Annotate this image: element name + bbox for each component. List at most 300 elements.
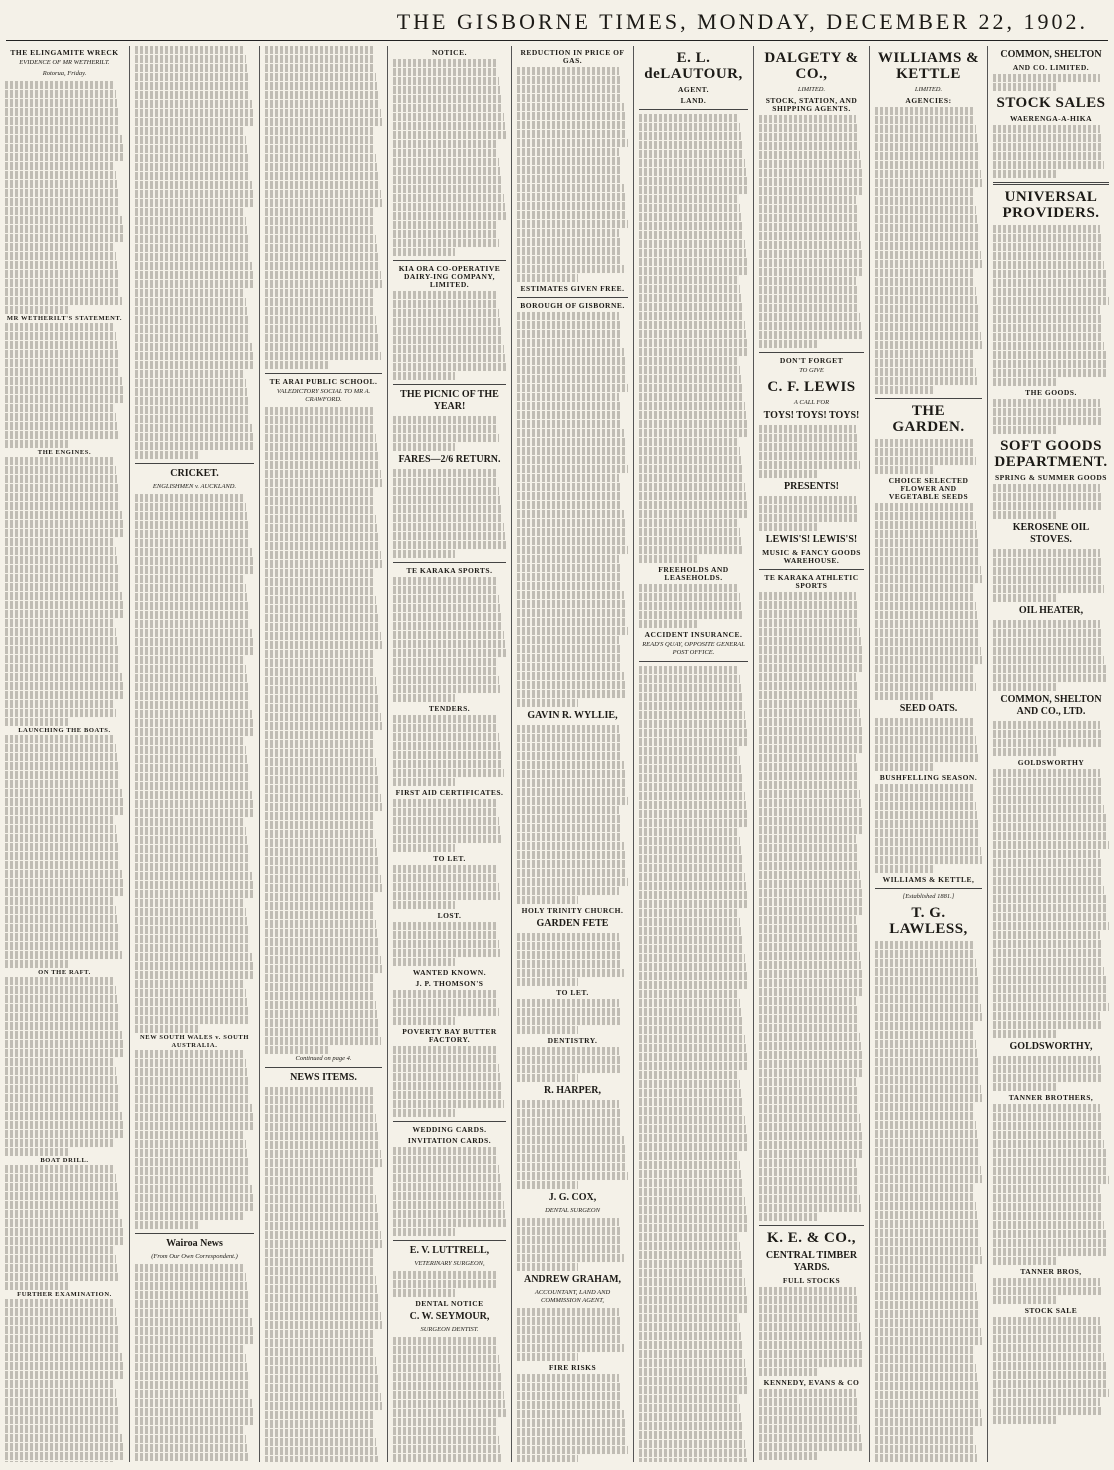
text-line — [5, 789, 122, 797]
text-line — [517, 1335, 622, 1343]
text-line — [5, 1398, 117, 1406]
text-line — [135, 1086, 249, 1094]
text-line — [639, 492, 746, 500]
text-line — [135, 244, 249, 252]
text-line — [517, 139, 628, 147]
text-line — [993, 949, 1102, 957]
text-line — [993, 796, 1103, 804]
text-line — [265, 1222, 380, 1230]
text-line — [517, 564, 620, 572]
text-line — [265, 82, 377, 90]
text-line — [5, 547, 116, 555]
text-line — [393, 1100, 504, 1108]
text-line — [265, 136, 374, 144]
text-line — [5, 933, 119, 941]
column-9 — [988, 46, 1114, 1462]
text-line — [265, 659, 374, 667]
text-line — [639, 1233, 739, 1241]
text-line — [993, 1407, 1101, 1415]
text-line — [517, 1263, 578, 1271]
text-line — [759, 997, 856, 1005]
text-line — [517, 1428, 626, 1436]
text-line — [993, 859, 1101, 867]
text-line — [265, 776, 378, 784]
text-block — [517, 312, 628, 707]
text-line — [759, 304, 859, 312]
text-line — [517, 1245, 622, 1253]
text-line — [393, 86, 500, 94]
text-line — [5, 1004, 118, 1012]
text-line — [265, 244, 377, 252]
text-line — [393, 176, 501, 184]
text-line — [517, 1065, 621, 1073]
text-line — [135, 494, 244, 502]
text-line — [875, 986, 979, 994]
text-line — [875, 865, 934, 873]
text-line — [5, 1022, 120, 1030]
ad-heading: TO LET. — [556, 988, 589, 997]
text-line — [393, 149, 498, 157]
text-line — [875, 593, 975, 601]
text-line — [265, 298, 374, 306]
article-subheading: VALEDICTORY SOCIAL TO MR A. CRAWFORD. — [276, 388, 371, 403]
text-line — [393, 1073, 500, 1081]
text-line — [639, 249, 746, 257]
text-line — [517, 1410, 624, 1418]
text-line — [875, 1139, 978, 1147]
text-line — [875, 647, 981, 655]
text-line — [517, 860, 626, 868]
text-line — [875, 665, 973, 673]
text-line — [393, 865, 497, 873]
text-line — [759, 880, 861, 888]
text-line — [993, 985, 1107, 993]
text-line — [759, 434, 857, 442]
text-line — [135, 442, 254, 450]
ad-subheading: FULL STOCKS — [782, 1276, 841, 1285]
ad-subheading: LIMITED. — [914, 86, 943, 93]
text-line — [517, 112, 625, 120]
text-line — [639, 1350, 744, 1358]
divider — [759, 1225, 864, 1226]
text-line — [875, 718, 973, 726]
text-line — [393, 309, 499, 317]
text-line — [517, 1127, 622, 1135]
text-line — [135, 1291, 248, 1299]
text-line — [5, 431, 118, 439]
text-line — [5, 1148, 70, 1156]
text-line — [393, 212, 506, 220]
text-line — [639, 1071, 739, 1079]
ad-subheading: ACCOUNTANT, LAND AND COMMISSION AGENT, — [534, 1289, 611, 1304]
text-line — [5, 1058, 114, 1066]
ad-subheading: CENTRAL TIMBER YARDS. — [765, 1250, 858, 1273]
text-line — [639, 584, 739, 592]
ad-heading: FARES—2/6 RETURN. — [398, 454, 501, 465]
text-line — [265, 1249, 373, 1257]
text-line — [993, 1012, 1100, 1020]
text-block — [517, 1047, 628, 1082]
text-line — [5, 153, 124, 161]
text-line — [135, 1399, 252, 1407]
text-line — [517, 429, 624, 437]
divider — [759, 569, 864, 570]
ad-heading: THE GOODS. — [1025, 388, 1077, 397]
text-line — [135, 91, 250, 99]
text-line — [135, 647, 254, 655]
text-line — [265, 1330, 373, 1338]
text-line — [759, 889, 862, 897]
text-line — [993, 161, 1104, 169]
text-line — [265, 623, 380, 631]
text-line — [265, 46, 373, 54]
text-line — [759, 619, 859, 627]
text-line — [5, 1308, 116, 1316]
text-line — [135, 638, 253, 646]
masthead-title: THE GISBORNE TIMES, MONDAY, DECEMBER 22, 1902. — [396, 9, 1088, 34]
text-line — [517, 869, 627, 877]
text-line — [393, 158, 499, 166]
text-line — [639, 864, 744, 872]
text-line — [517, 420, 622, 428]
text-line — [759, 277, 856, 285]
text-line — [639, 720, 746, 728]
text-line — [517, 384, 628, 392]
ad-heading: KIA ORA CO-OPERATIVE DAIRY-ING COMPANY, LIMITED. — [398, 264, 501, 289]
column-8 — [870, 46, 988, 1462]
text-line — [639, 611, 743, 619]
text-line — [517, 85, 621, 93]
text-line — [5, 565, 118, 573]
text-line — [639, 1449, 746, 1457]
text-line — [135, 109, 253, 117]
text-line — [135, 944, 250, 952]
text-line — [135, 451, 200, 459]
text-line — [265, 1010, 377, 1018]
text-block — [5, 1299, 124, 1462]
text-line — [393, 1082, 501, 1090]
text-line — [5, 225, 123, 233]
text-line — [759, 682, 857, 690]
text-line — [5, 1183, 117, 1191]
text-line — [517, 725, 619, 733]
ad-heading: E. V. LUTTRELL, — [409, 1245, 490, 1256]
article-heading: NEWS ITEMS. — [290, 1072, 357, 1083]
text-line — [517, 1109, 620, 1117]
text-line — [5, 1031, 122, 1039]
text-line — [265, 407, 373, 415]
text-line — [265, 100, 380, 108]
text-line — [135, 46, 244, 54]
text-line — [5, 646, 118, 654]
text-line — [759, 718, 861, 726]
text-line — [993, 549, 1100, 557]
text-line — [517, 1047, 619, 1055]
text-line — [265, 127, 373, 135]
text-line — [393, 1219, 506, 1227]
text-line — [517, 788, 627, 796]
text-line — [875, 838, 980, 846]
text-line — [135, 289, 244, 297]
text-line — [5, 466, 116, 474]
text-line — [393, 1418, 497, 1426]
text-line — [759, 331, 862, 339]
text-line — [993, 940, 1101, 948]
text-line — [5, 1130, 124, 1138]
text-line — [993, 976, 1106, 984]
text-line — [517, 1154, 626, 1162]
text-line — [5, 798, 123, 806]
text-line — [265, 704, 380, 712]
text-line — [993, 567, 1102, 575]
text-line — [393, 760, 503, 768]
text-line — [393, 167, 500, 175]
text-line — [265, 578, 374, 586]
divider — [759, 352, 864, 353]
text-line — [5, 323, 114, 331]
section-heading: ON THE RAFT. — [38, 969, 91, 976]
divider — [135, 1233, 254, 1234]
text-line — [135, 809, 254, 817]
column-1 — [0, 46, 130, 1462]
text-line — [135, 719, 253, 727]
text-line — [759, 736, 863, 744]
text-line — [517, 1163, 627, 1171]
ad-heading: PRESENTS! — [783, 481, 839, 492]
masthead — [6, 4, 1108, 41]
text-line — [759, 1434, 861, 1442]
text-line — [993, 417, 1102, 425]
text-line — [265, 668, 375, 676]
text-line — [393, 1454, 501, 1462]
text-line — [875, 305, 978, 313]
text-line — [135, 208, 244, 216]
text-line — [265, 172, 378, 180]
ad-heading: WANTED KNOWN. — [412, 968, 487, 977]
text-line — [265, 1294, 378, 1302]
text-line — [135, 1453, 248, 1461]
text-line — [639, 675, 740, 683]
text-line — [993, 1296, 1057, 1304]
text-line — [5, 816, 114, 824]
text-line — [759, 124, 857, 132]
text-line — [5, 1246, 114, 1254]
text-line — [265, 938, 378, 946]
text-line — [265, 884, 382, 892]
text-line — [639, 1098, 743, 1106]
ad-heading: TOYS! TOYS! TOYS! — [763, 410, 860, 421]
text-line — [639, 357, 739, 365]
text-line — [639, 348, 748, 356]
text-line — [517, 573, 621, 581]
text-line — [393, 922, 497, 930]
text-line — [393, 958, 455, 966]
text-line — [5, 1121, 123, 1129]
text-line — [265, 1037, 381, 1045]
divider — [393, 1121, 506, 1122]
text-line — [639, 1386, 748, 1394]
text-line — [875, 448, 975, 456]
text-line — [5, 834, 117, 842]
text-line — [639, 1359, 745, 1367]
text-line — [5, 691, 124, 699]
text-line — [517, 474, 619, 482]
ad-heading: WEDDING CARDS. — [412, 1125, 487, 1134]
text-line — [639, 222, 743, 230]
text-line — [639, 177, 747, 185]
text-line — [517, 1383, 620, 1391]
text-line — [135, 379, 246, 387]
text-line — [265, 1339, 374, 1347]
text-line — [759, 835, 856, 843]
text-line — [993, 170, 1057, 178]
text-line — [135, 737, 244, 745]
text-line — [393, 505, 501, 513]
text-line — [135, 1122, 254, 1130]
text-line — [639, 456, 741, 464]
text-line — [393, 363, 506, 371]
text-line — [759, 1452, 817, 1460]
text-line — [135, 899, 244, 907]
article-heading: CRICKET. — [170, 468, 219, 479]
text-line — [875, 847, 981, 855]
text-line — [517, 339, 622, 347]
text-line — [759, 961, 861, 969]
text-line — [993, 261, 1104, 269]
text-line — [517, 1392, 621, 1400]
text-block — [517, 1218, 628, 1271]
text-line — [517, 1308, 619, 1316]
text-line — [517, 815, 620, 823]
text-line — [875, 1076, 980, 1084]
text-line — [393, 694, 455, 702]
text-line — [393, 631, 504, 639]
text-line — [135, 181, 252, 189]
text-line — [393, 799, 497, 807]
text-line — [993, 426, 1057, 434]
text-line — [265, 569, 373, 577]
text-line — [639, 684, 741, 692]
text-line — [759, 1425, 860, 1433]
text-line — [639, 1278, 745, 1286]
text-line — [517, 67, 619, 75]
text-line — [5, 529, 124, 537]
text-line — [5, 700, 114, 708]
text-line — [5, 1326, 118, 1334]
text-line — [5, 709, 116, 717]
text-line — [517, 824, 621, 832]
text-line — [993, 1203, 1102, 1211]
text-line — [393, 1017, 455, 1025]
text-line — [265, 316, 376, 324]
text-line — [265, 974, 373, 982]
text-line — [5, 664, 120, 672]
text-line — [759, 844, 857, 852]
text-line — [517, 312, 619, 320]
text-line — [5, 977, 114, 985]
text-line — [993, 1248, 1108, 1256]
ad-heading: COMMON, SHELTON AND CO., LTD. — [1000, 694, 1102, 717]
text-line — [517, 202, 626, 210]
text-line — [265, 1357, 376, 1365]
text-line — [993, 134, 1101, 142]
text-line — [875, 224, 978, 232]
text-line — [393, 77, 499, 85]
text-line — [875, 977, 978, 985]
text-line — [993, 674, 1107, 682]
text-line — [875, 1445, 976, 1453]
ad-heading: FIRE RISKS — [548, 1363, 597, 1372]
text-line — [135, 791, 252, 799]
text-line — [517, 681, 625, 689]
text-line — [135, 728, 254, 736]
text-line — [639, 936, 743, 944]
ad-heading: ACCIDENT INSURANCE. — [644, 630, 743, 639]
text-line — [875, 1373, 977, 1381]
text-line — [875, 1283, 976, 1291]
text-line — [759, 826, 864, 834]
text-line — [639, 1395, 739, 1403]
text-line — [759, 646, 862, 654]
text-line — [639, 1422, 743, 1430]
text-line — [517, 636, 619, 644]
text-line — [135, 584, 246, 592]
text-line — [5, 1139, 114, 1147]
text-line — [265, 1375, 378, 1383]
text-line — [5, 189, 118, 197]
text-block — [993, 721, 1109, 756]
text-line — [639, 1143, 748, 1151]
text-line — [639, 981, 748, 989]
text-line — [875, 1256, 982, 1264]
text-line — [993, 647, 1103, 655]
text-line — [135, 1372, 248, 1380]
ad-heading: STOCK SALES — [996, 95, 1106, 111]
text-block — [393, 59, 506, 256]
text-line — [393, 604, 500, 612]
ad-heading: J. G. COX, — [548, 1192, 597, 1203]
text-line — [5, 1407, 118, 1415]
text-line — [5, 583, 120, 591]
text-line — [135, 1426, 244, 1434]
text-line — [759, 1159, 856, 1167]
text-line — [135, 1158, 248, 1166]
text-line — [875, 829, 979, 837]
text-line — [5, 1210, 120, 1218]
text-line — [265, 614, 378, 622]
text-line — [135, 316, 248, 324]
text-line — [135, 343, 252, 351]
text-line — [517, 265, 624, 273]
text-line — [393, 883, 499, 891]
text-line — [265, 812, 373, 820]
text-line — [265, 1258, 374, 1266]
text-line — [875, 242, 980, 250]
ad-heading: BOROUGH OF GISBORNE. — [520, 301, 625, 310]
text-line — [265, 965, 382, 973]
text-line — [265, 641, 382, 649]
text-block — [993, 125, 1109, 178]
text-line — [393, 733, 499, 741]
text-line — [265, 1204, 377, 1212]
text-line — [265, 524, 377, 532]
text-line — [993, 1021, 1101, 1029]
text-line — [517, 1227, 620, 1235]
text-line — [135, 1050, 244, 1058]
text-line — [875, 1328, 981, 1336]
text-line — [393, 1373, 501, 1381]
text-line — [265, 785, 380, 793]
